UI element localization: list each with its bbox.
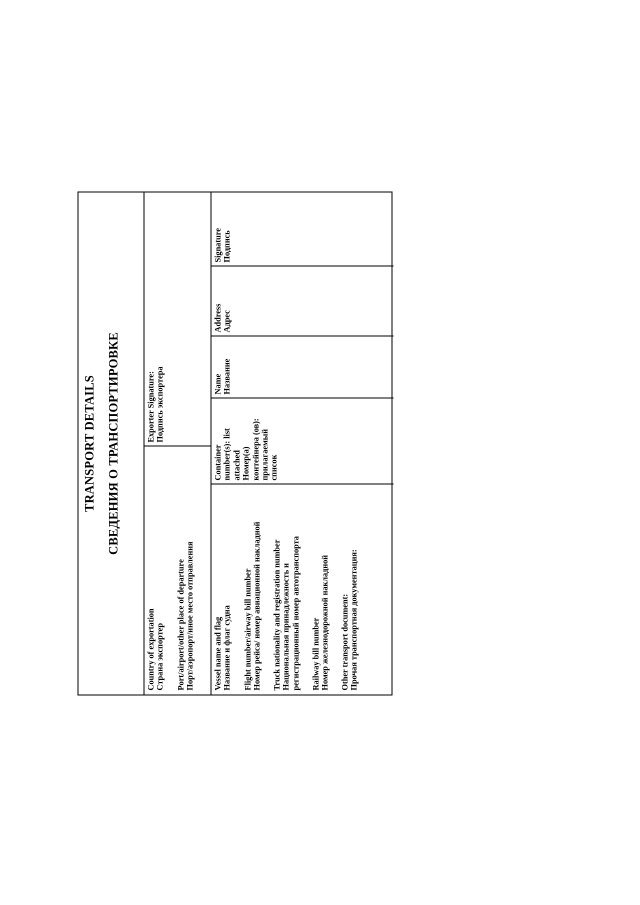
- exporter-signature-field: [147, 366, 166, 442]
- container-label-line1: Container: [213, 444, 223, 481]
- truck-label-ru-line2: регистрационный номер автотранспорта: [291, 536, 301, 691]
- country-label-ru: Страна экспортер: [155, 623, 165, 691]
- port-label-en: Port/airport/other place of departure: [176, 559, 186, 691]
- railway-label-ru: Номер железнодорожной накладной: [320, 554, 330, 691]
- port-of-departure-field: [177, 542, 196, 691]
- container-label-line3: attached: [232, 450, 242, 481]
- signature-column: [214, 228, 233, 262]
- container-field: [214, 418, 280, 480]
- railway-field: [312, 555, 331, 691]
- address-column-label-en: Address: [213, 303, 223, 333]
- vessel-field: [214, 605, 233, 690]
- vessel-label-ru: Название и флаг судна: [222, 605, 232, 691]
- address-column-label-ru: Адрес: [222, 310, 232, 333]
- transport-details-form: [78, 192, 393, 696]
- container-label-line5: контейнера (ов):: [251, 418, 261, 481]
- container-label-line6: прилагаемый: [260, 429, 270, 481]
- railway-label-en: Railway bill number: [311, 617, 321, 691]
- container-label-line2: number(s): list: [222, 428, 232, 481]
- form-title-ru: СВЕДЕНИЯ О ТРАНСПОРТИРОВКЕ: [106, 332, 121, 555]
- truck-field: [273, 536, 301, 690]
- other-document-label-ru: Прочая транспортная документация:: [349, 549, 359, 691]
- title-divider: [144, 193, 145, 695]
- address-column: [214, 304, 233, 333]
- port-label-ru: Порт/аэропорт/иное место отправления: [185, 541, 195, 691]
- name-column: [214, 359, 233, 395]
- truck-label-ru-line1: Национальная принадлежность и: [281, 563, 291, 691]
- truck-label-en: Truck nationality and registration number: [272, 539, 282, 691]
- name-column-divider: [211, 336, 394, 337]
- transport-column-divider: [211, 484, 394, 485]
- form-title-en: TRANSPORT DETAILS: [82, 375, 97, 512]
- section-divider: [211, 193, 212, 695]
- country-label-en: Country of exportation: [146, 608, 156, 691]
- container-label-line7: список: [269, 454, 279, 481]
- signature-column-label-ru: Подпись: [222, 230, 232, 263]
- other-document-label-en: Other transport document:: [340, 593, 350, 691]
- flight-label-en: Flight number/airway bill number: [243, 568, 253, 691]
- other-document-field: [341, 549, 360, 690]
- export-signature-divider: [144, 446, 211, 447]
- flight-label-ru: Номер рейса/ номер авиационной накладной: [252, 521, 262, 691]
- country-of-exportation-field: [147, 608, 166, 690]
- flight-field: [244, 522, 263, 691]
- container-column-divider: [211, 398, 394, 399]
- name-column-label-ru: Название: [222, 358, 232, 395]
- name-column-label-en: Name: [213, 373, 223, 395]
- exporter-signature-label-en: Exporter Signature:: [146, 371, 156, 443]
- signature-column-label-en: Signature: [213, 228, 223, 263]
- address-column-divider: [211, 266, 394, 267]
- exporter-signature-label-ru: Подпись экспортера: [155, 366, 165, 443]
- vessel-label-en: Vessel name and flag: [213, 616, 223, 691]
- container-label-line4: Номер(а): [241, 446, 251, 481]
